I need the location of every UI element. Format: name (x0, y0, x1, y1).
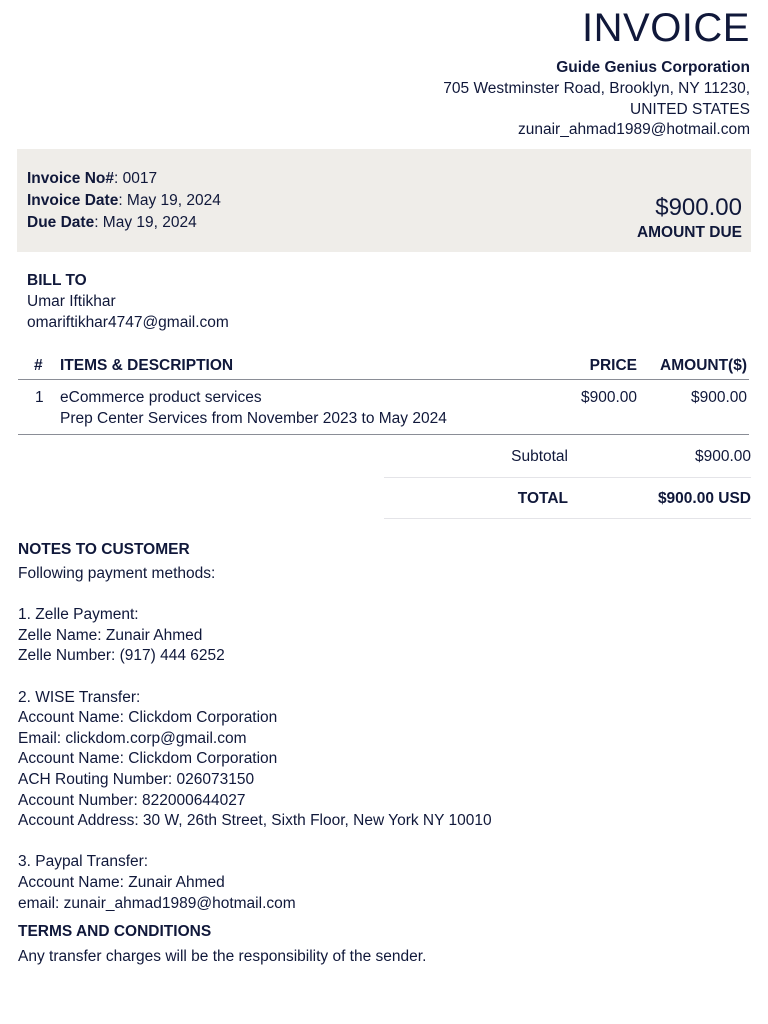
company-address-line2: UNITED STATES (630, 100, 750, 118)
subtotal-value: $900.00 (694, 448, 751, 465)
table-end-divider (18, 434, 749, 435)
invoice-title: INVOICE (582, 6, 750, 50)
due-date-line (27, 212, 221, 234)
notes-section (18, 540, 492, 968)
item-amount: $900.00 (690, 389, 747, 406)
terms-heading: TERMS AND CONDITIONS (18, 923, 212, 941)
amount-due-label: AMOUNT DUE (636, 224, 742, 241)
subtotal-divider (384, 477, 751, 478)
notes-heading: NOTES TO CUSTOMER (18, 541, 190, 558)
table-header-divider (18, 379, 749, 380)
total-value: $900.00 USD (657, 490, 751, 507)
column-header-description: ITEMS & DESCRIPTION (60, 357, 234, 374)
total-label: TOTAL (517, 490, 568, 507)
bill-to-block (27, 271, 229, 333)
company-address-line1: 705 Westminster Road, Brooklyn, NY 11230, (443, 79, 750, 97)
invoice-details (27, 168, 221, 234)
invoice-info-bar (17, 149, 751, 252)
column-header-number: # (34, 357, 43, 374)
bill-to-name: Umar Iftikhar (27, 292, 116, 310)
due-date-label: Due Date (27, 214, 95, 231)
item-price: $900.00 (580, 389, 637, 406)
due-date-value: : May 19, 2024 (94, 214, 197, 231)
invoice-date-label: Invoice Date (27, 192, 119, 209)
company-block (443, 58, 750, 141)
invoice-number-line (27, 168, 221, 190)
bill-to-email: omariftikhar4747@gmail.com (27, 313, 229, 331)
terms-body: Any transfer charges will be the responsibility of the sender. (18, 948, 427, 966)
column-header-price: PRICE (589, 357, 637, 374)
invoice-date-value: : May 19, 2024 (118, 192, 221, 209)
subtotal-label: Subtotal (511, 448, 568, 465)
column-header-amount: AMOUNT($) (660, 357, 747, 374)
invoice-date-line (27, 190, 221, 212)
bill-to-heading: BILL TO (27, 272, 87, 289)
amount-due-value: $900.00 (655, 194, 742, 221)
item-title: eCommerce product services (60, 389, 262, 406)
invoice-number-value: : 0017 (114, 170, 158, 187)
company-email: zunair_ahmad1989@hotmail.com (517, 121, 750, 139)
item-number: 1 (35, 389, 44, 406)
invoice-number-label: Invoice No# (27, 170, 114, 187)
amount-due-block (637, 193, 742, 243)
total-divider (384, 518, 751, 519)
notes-body: Following payment methods: 1. Zelle Payment: Zelle Name: Zunair Ahmed Zelle Number: (917) 444 6252 2. WISE Transfer: Account Name: Clickdom Corporation Email: clickdom.corp@gmail.com Account Name: Clickdom Corporation ACH Routing Number: 026073150 Account Number: 822000644027 Account Address: 30 W, 26th Street, Sixth Floor, New York NY 10010 3. Paypal Transfer: Account Name: Zunair Ahmed email: zunair_ahmad1989@hotmail.com (18, 565, 492, 912)
item-description (60, 387, 447, 429)
company-name: Guide Genius Corporation (556, 59, 750, 76)
item-detail: Prep Center Services from November 2023 to May 2024 (60, 410, 447, 427)
